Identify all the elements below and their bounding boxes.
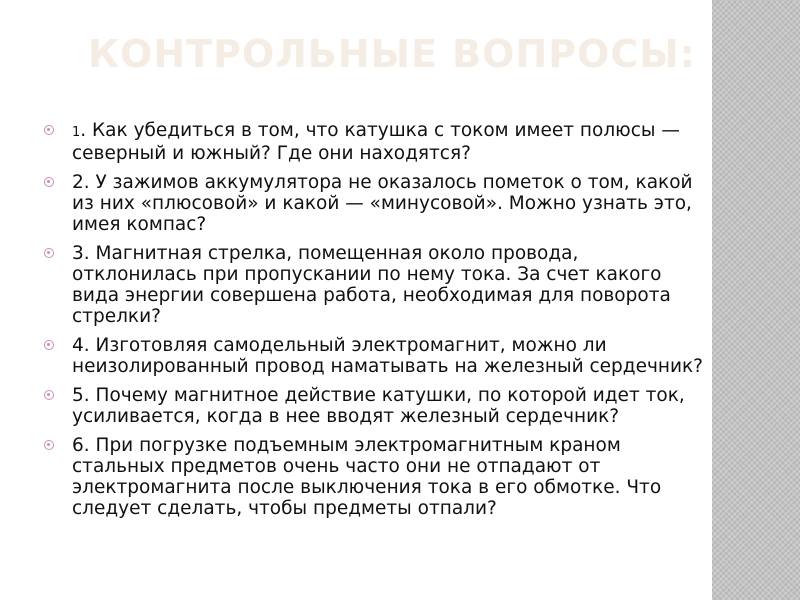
bullet-icon — [44, 248, 54, 258]
question-text: 6. При погрузке подъемным электромагнитным краном стальных предметов очень часто они не отпадают от электромагнита после выключения тока в его обмотке. Что следует сделать, чтобы предметы отпали? — [72, 435, 662, 519]
question-text: 4. Изготовляя самодельный электромагнит, можно ли неизолированный провод наматывать на железный сердечник? — [72, 335, 703, 377]
question-text: 5. Почему магнитное действие катушки, по которой идет ток, усиливается, когда в нее вводят железный сердечник? — [72, 385, 685, 427]
bullet-icon — [44, 440, 54, 450]
list-item — [44, 435, 704, 519]
bullet-icon — [44, 125, 54, 135]
question-text: 2. У зажимов аккумулятора не оказалось пометок о том, какой из них «плюсовой» и какой — «минусовой». Можно узнать это, имея компас? — [72, 172, 693, 235]
bullet-icon — [44, 390, 54, 400]
decorative-side-panel — [712, 0, 800, 600]
list-item — [44, 385, 704, 427]
list-item — [44, 243, 704, 327]
question-text: 3. Магнитная стрелка, помещенная около провода, отклонилась при пропускании по нему тока. За счет какого вида энергии совершена работа, необходимая для поворота стрелки? — [72, 243, 671, 327]
bullet-icon — [44, 177, 54, 187]
bullet-icon — [44, 340, 54, 350]
questions-list — [44, 120, 704, 527]
list-item — [44, 172, 704, 235]
list-item — [44, 120, 704, 164]
slide-title: КОНТРОЛЬНЫЕ ВОПРОСЫ: — [88, 32, 696, 76]
list-item — [44, 335, 704, 377]
question-number: 1 — [72, 125, 81, 140]
question-text: . Как убедиться в том, что катушка с током имеет полюсы — северный и южный? Где они находятся? — [72, 120, 680, 164]
